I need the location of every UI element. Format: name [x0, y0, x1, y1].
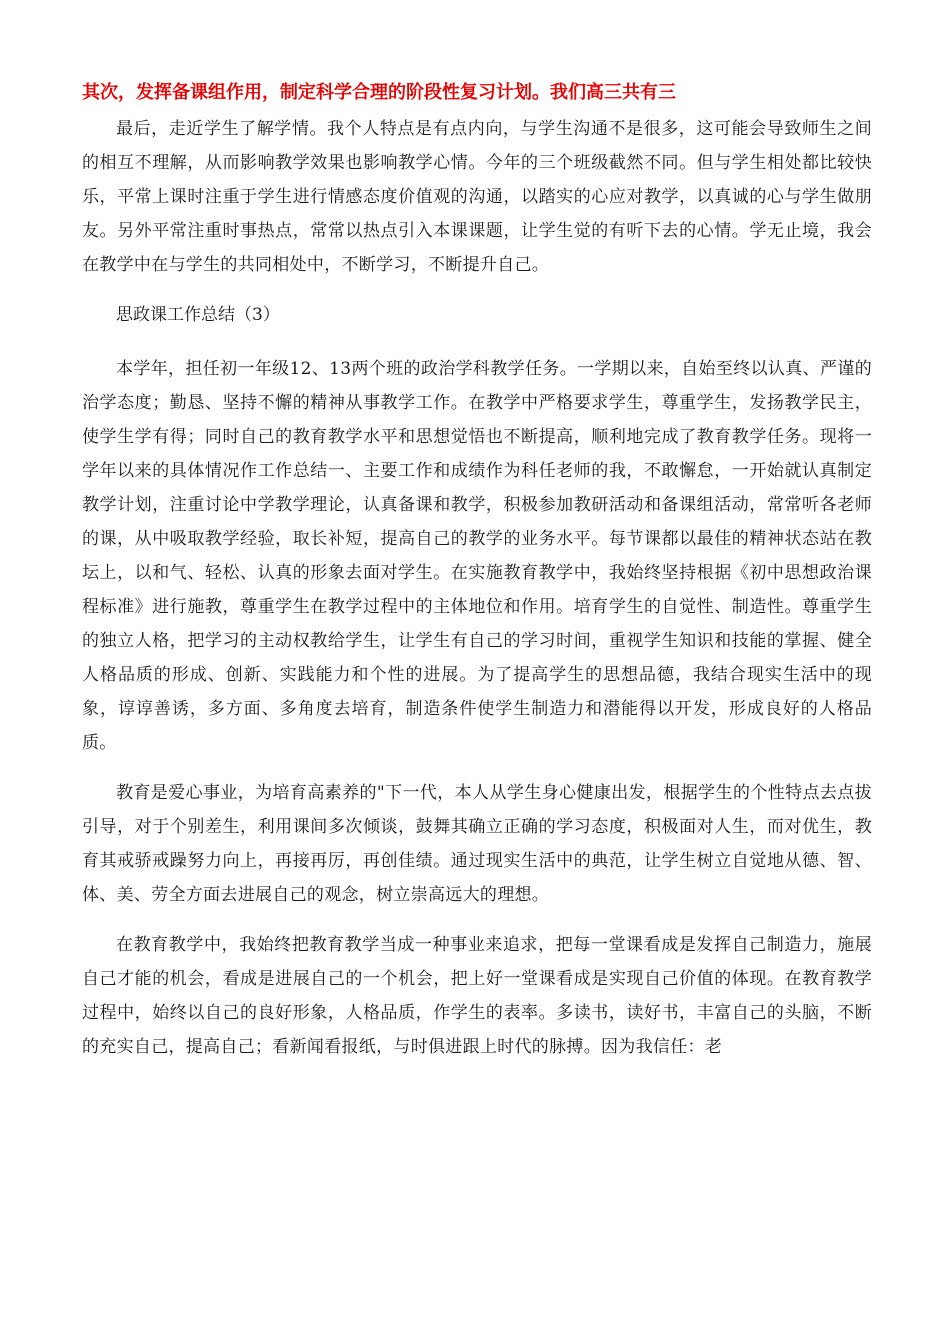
headline: 其次，发挥备课组作用，制定科学合理的阶段性复习计划。我们高三共有三 — [82, 82, 676, 103]
section-title: 思政课工作总结（3） — [116, 305, 280, 325]
paragraph-3: 教育是爱心事业，为培育高素养的"下一代，本人从学生身心健康出发，根据学生的个性特点去点拔引导，对于个别差生，利用课间多次倾谈，鼓舞其确立正确的学习态度，积极面对人生，而对优生，教育其戒骄戒躁努力向上，再接再厉，再创佳绩。通过现实生活中的典范，让学生树立自觉地从德、智、体、美、劳全方面去进展自己的观念，树立崇高远大的理想。 — [82, 783, 872, 905]
document-page — [82, 78, 872, 1064]
paragraph-4: 在教育教学中，我始终把教育教学当成一种事业来追求，把每一堂课看成是发挥自己制造力，施展自己才能的机会，看成是进展自己的一个机会，把上好一堂课看成是实现自己价值的体现。在教育教学过程中，始终以自己的良好形象，人格品质，作学生的表率。多读书，读好书，丰富自己的头脑，不断的充实自己，提高自己；看新闻看报纸，与时俱进跟上时代的脉搏。因为我信任：老 — [82, 935, 872, 1057]
paragraph-1: 最后，走近学生了解学情。我个人特点是有点内向，与学生沟通不是很多，这可能会导致师生之间的相互不理解，从而影响教学效果也影响教学心情。今年的三个班级截然不同。但与学生相处都比较快乐，平常上课时注重于学生进行情感态度价值观的沟通，以踏实的心应对教学，以真诚的心与学生做朋友。另外平常注重时事热点，常常以热点引入本课课题，让学生觉的有听下去的心情。学无止境，我会在教学中在与学生的共同相处中，不断学习，不断提升自己。 — [82, 119, 872, 275]
paragraph-2: 本学年，担任初一年级12、13两个班的政治学科教学任务。一学期以来，自始至终以认真、严谨的治学态度；勤恳、坚持不懈的精神从事教学工作。在教学中严格要求学生，尊重学生，发扬教学民主，使学生学有得；同时自己的教育教学水平和思想觉悟也不断提高，顺利地完成了教育教学任务。现将一学年以来的具体情况作工作总结一、主要工作和成绩作为科任老师的我，不敢懈怠，一开始就认真制定教学计划，注重讨论中学教学理论，认真备课和教学，积极参加教研活动和备课组活动，常常听各老师的课，从中吸取教学经验，取长补短，提高自己的教学的业务水平。每节课都以最佳的精神状态站在教坛上，以和气、轻松、认真的形象去面对学生。在实施教育教学中，我始终坚持根据《初中思想政治课程标准》进行施教，尊重学生在教学过程中的主体地位和作用。培育学生的自觉性、制造性。尊重学生的独立人格，把学习的主动权教给学生，让学生有自己的学习时间，重视学生知识和技能的掌握、健全人格品质的形成、创新、实践能力和个性的进展。为了提高学生的思想品德，我结合现实生活中的现象，谆谆善诱，多方面、多角度去培育，制造条件使学生制造力和潜能得以开发，形成良好的人格品质。 — [82, 359, 872, 753]
